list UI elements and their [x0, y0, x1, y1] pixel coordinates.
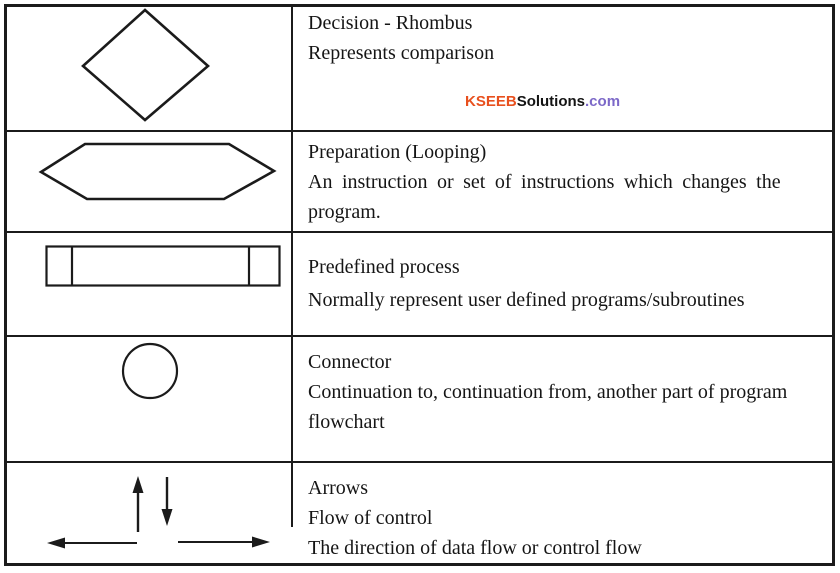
predefined-process-shape — [45, 245, 282, 288]
watermark-solutions: Solutions — [516, 93, 586, 110]
symbol-cell-arrows — [7, 463, 293, 563]
predefined-desc: Normally represent user defined programs/subroutines — [308, 288, 745, 311]
symbol-cell-preparation — [7, 132, 293, 230]
flow-arrows-shape — [7, 463, 291, 559]
arrows-desc-line1: Flow of control — [308, 507, 433, 529]
desc-cell-predefined — [293, 233, 832, 335]
decision-desc: Represents comparison — [308, 42, 495, 64]
symbol-cell-connector — [7, 337, 293, 461]
connector-desc-line2: flowchart — [308, 410, 385, 433]
symbol-cell-decision — [7, 7, 293, 130]
table-row-connector — [7, 337, 832, 463]
desc-cell-preparation — [293, 132, 832, 230]
connector-circle-shape — [120, 341, 180, 401]
table-row-arrows — [7, 463, 832, 563]
connector-title: Connector — [308, 350, 392, 373]
decision-title: Decision - Rhombus — [308, 12, 473, 34]
hexagon-shape — [38, 141, 278, 203]
watermark-com: .com — [585, 93, 621, 110]
table-row-preparation — [7, 132, 832, 232]
desc-cell-arrows — [293, 463, 832, 563]
arrows-title: Arrows — [308, 477, 368, 499]
rhombus-shape — [81, 7, 211, 123]
kseeb-watermark — [465, 93, 620, 110]
preparation-title: Preparation (Looping) — [308, 141, 487, 164]
table-row-predefined-process — [7, 233, 832, 337]
preparation-desc-line1: An instruction or set of instructions which changes the — [308, 171, 781, 194]
connector-desc-line1: Continuation to, continuation from, another part of program — [308, 380, 788, 403]
desc-cell-decision — [293, 7, 832, 130]
desc-cell-connector — [293, 337, 832, 461]
watermark-kseeb: KSEEB — [465, 93, 517, 110]
predefined-title: Predefined process — [308, 255, 460, 278]
preparation-desc-line2: program. — [308, 201, 381, 224]
symbol-cell-predefined — [7, 233, 293, 335]
arrows-desc-line2: The direction of data flow or control flow — [308, 537, 642, 559]
table-row-decision — [7, 7, 832, 132]
flowchart-symbol-table — [4, 4, 835, 566]
